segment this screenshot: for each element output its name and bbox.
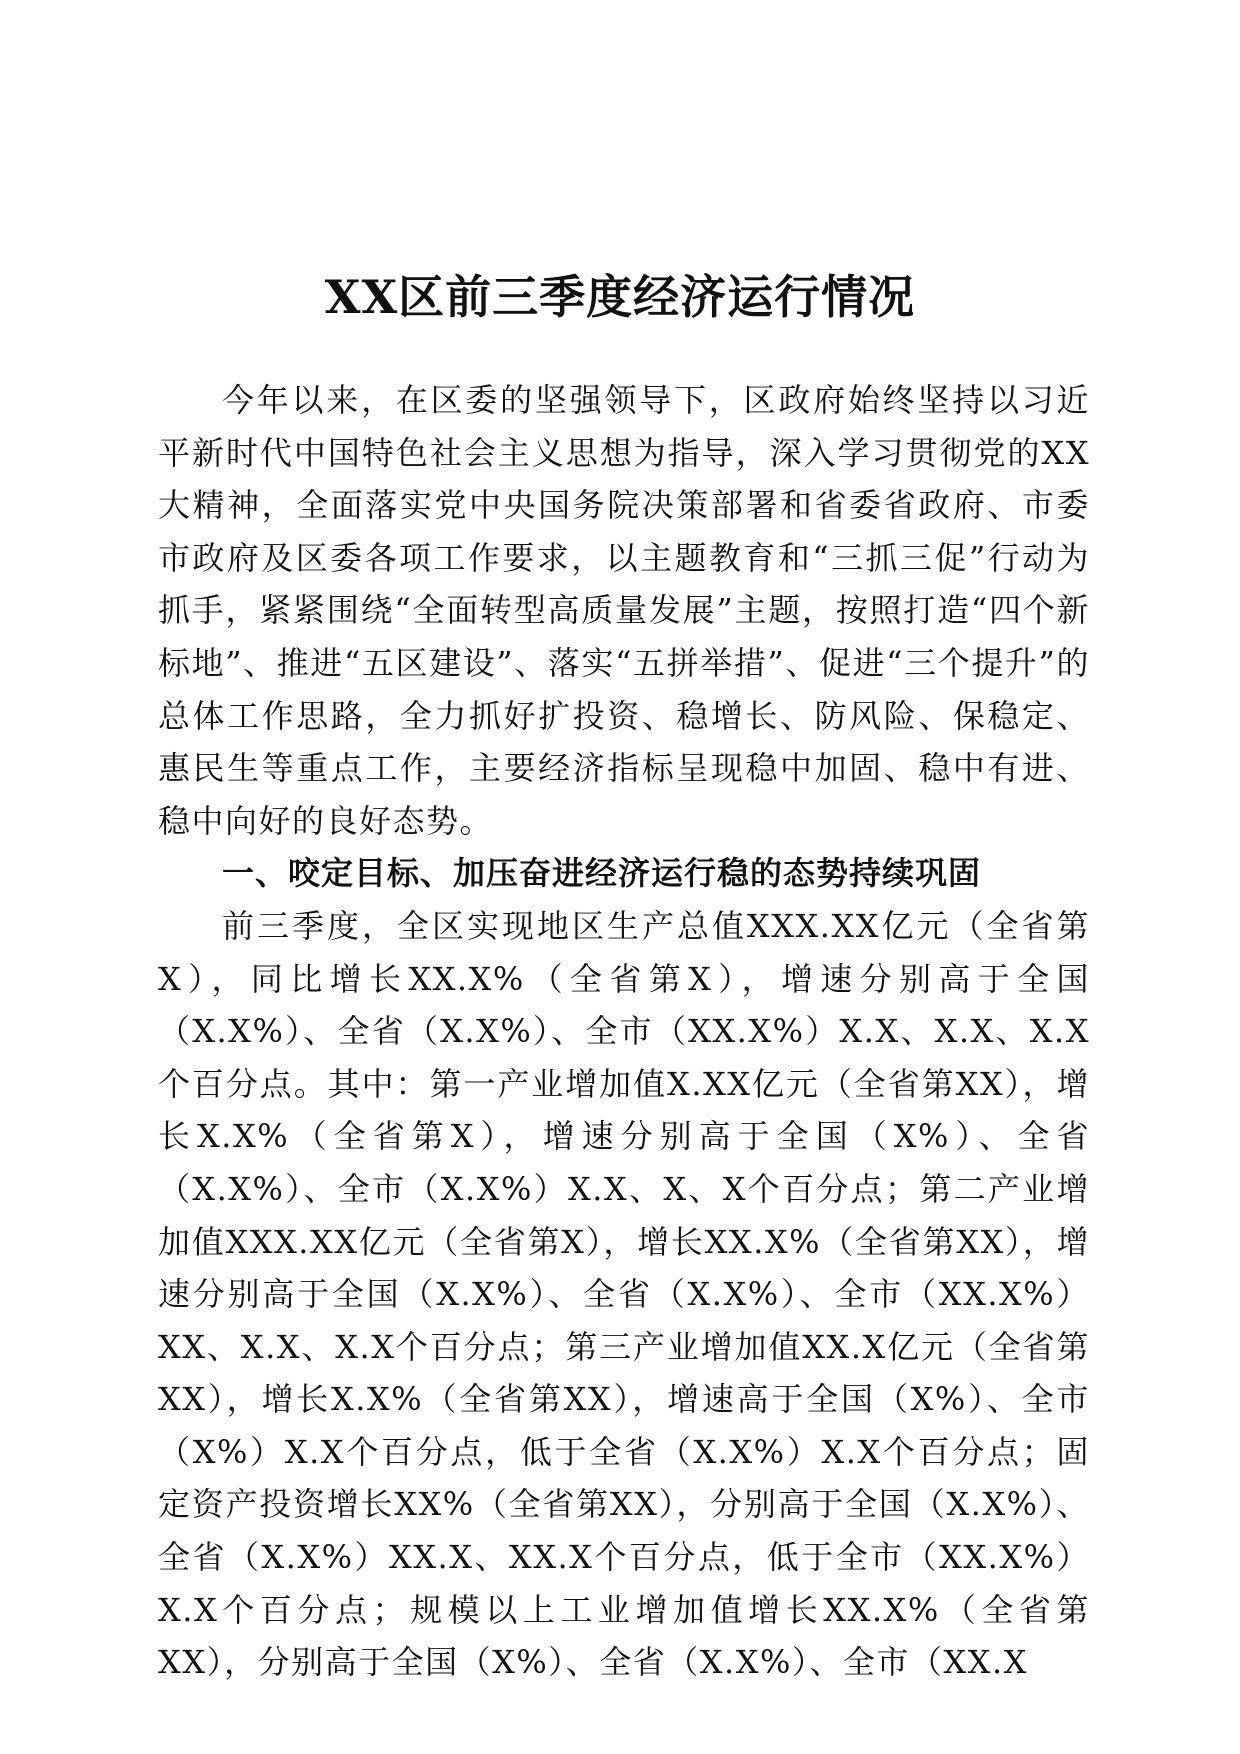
section-paragraph: 前三季度，全区实现地区生产总值XXX.XX亿元（全省第X），同比增长XX.X%（全省第X），增速分别高于全国（X.X%）、全省（X.X%）、全市（XX.X%）X.X、X.X、X.X个百分点。其中：第一产业增加值X.XX亿元（全省第XX），增长X.X%（全省第X），增速分别高于全国（X%）、全省（X.X%）、全市（X.X%）X.X、X、X个百分点；第二产业增加值XXX.XX亿元（全省第X），增长XX.X%（全省第XX），增速分别高于全国（X.X%）、全省（X.X%）、全市（XX.X%）XX、X.X、X.X个百分点；第三产业增加值XX.X亿元（全省第XX），增长X.X%（全省第XX），增速高于全国（X%）、全市（X%）X.X个百分点，低于全省（X.X%）X.X个百分点；固定资产投资增长XX%（全省第XX），分别高于全国（X.X%）、全省（X.X%）XX.X、XX.X个百分点，低于全市（XX.X%）X.X个百分点；规模以上工业增加值增长XX.X%（全省第XX），分别高于全国（X%）、全省（X.X%）、全市（XX.X <box>158 906 1090 1682</box>
document-body <box>158 374 1090 1689</box>
intro-paragraph: 今年以来，在区委的坚强领导下，区政府始终坚持以习近平新时代中国特色社会主义思想为指导，深入学习贯彻党的XX大精神，全面落实党中央国务院决策部署和省委省政府、市委市政府及区委各项工作要求，以主题教育和“三抓三促”行动为抓手，紧紧围绕“全面转型高质量发展”主题，按照打造“四个新标地”、推进“五区建设”、落实“五拼举措”、促进“三个提升”的总体工作思路，全力抓好扩投资、稳增长、防风险、保稳定、惠民生等重点工作，主要经济指标呈现稳中加固、稳中有进、稳中向好的良好态势。 <box>158 381 1090 840</box>
document-title: XX区前三季度经济运行情况 <box>324 269 916 324</box>
section-heading: 一、咬定目标、加压奋进经济运行稳的态势持续巩固 <box>222 854 982 893</box>
